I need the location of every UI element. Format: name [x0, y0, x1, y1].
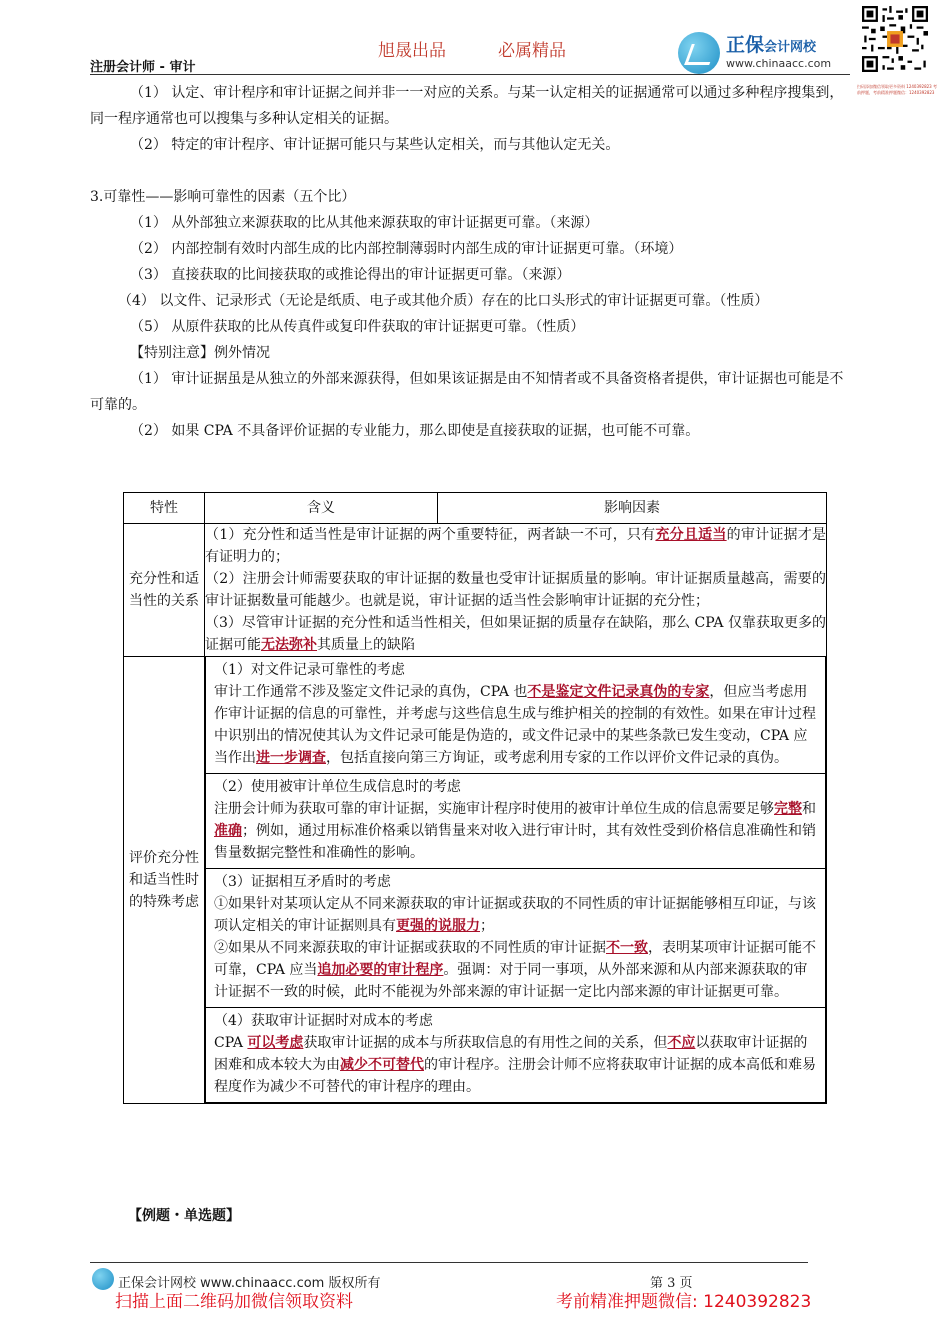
sub-title: （2）使用被审计单位生成信息时的考虑: [214, 779, 461, 795]
highlight-text: 无法弥补: [261, 637, 317, 653]
sub-section: （3）证据相互矛盾时的考虑 ①如果针对某项认定从不同来源获取的审计证据或获取的不同性质的审计证据能够相互印证，与该项认定相关的审计证据则具有更强的说服力； ②如果从不同来源获取的审计证据或获取的不同性质的审计证据不一致，表明某项审计证据可能不可靠，CPA 应当追加必要的审计程序。强调：对于同一事项，从外部来源和从内部来源获取的审计证据不一致的时候，此时不能视为外部来源的审计证据一定比内部来源的审计证据更可靠。: [206, 869, 826, 1008]
doc-title: 注册会计师 - 审计: [90, 60, 196, 75]
paragraph: （4） 以文件、记录形式（无论是纸质、电子或其他介质）存在的比口头形式的审计证据更可靠。（性质）: [118, 293, 769, 309]
page-number: 第 3 页: [650, 1276, 693, 1291]
highlight-text: 可以考虑: [247, 1035, 304, 1051]
footer-copyright: 正保会计网校 www.chinaacc.com 版权所有: [118, 1276, 381, 1291]
footer-divider: [90, 1262, 808, 1263]
body-content: [90, 80, 855, 444]
paragraph: （5） 从原件获取的比从传真件或复印件获取的审计证据更可靠。（性质）: [130, 319, 585, 335]
sub-title: （1）对文件记录可靠性的考虑: [214, 662, 405, 678]
table-header: 影响因素: [438, 493, 827, 524]
highlight-text: 充分且适当: [655, 527, 727, 543]
paragraph: （3） 直接获取的比间接获取的或推论得出的审计证据更可靠。（来源）: [130, 267, 571, 283]
highlight-text: 完整: [774, 801, 802, 817]
table-cell: （1）充分性和适当性是审计证据的两个重要特征，两者缺一不可，只有充分且适当的审计证据才是有证明力的； （2）注册会计师需要获取的审计证据的数量也受审计证据质量的影响。审计证据质量越高，需要的审计证据数量可能越少。也就是说，审计证据的适当性会影响审计证据的充分性； （3）尽管审计证据的充分性和适当性相关，但如果证据的质量存在缺陷，那么 CPA 仅靠获取更多的证据可能无法弥补其质量上的缺陷: [205, 524, 827, 657]
qr-caption: 扫码添加微信领取更多资料 1240392823 考前押题，考前精准押题微信：1240392823: [857, 84, 937, 95]
highlight-text: 准确: [214, 823, 242, 839]
note-heading: 【特别注意】例外情况: [130, 345, 270, 361]
sub-title: （4）获取审计证据时对成本的考虑: [214, 1013, 433, 1029]
highlight-text: 进一步调查: [256, 750, 326, 766]
logo-url: www.chinaacc.com: [726, 57, 832, 70]
chinaacc-logo[interactable]: [678, 30, 853, 74]
row-label: 评价充分性和适当性时的特殊考虑: [124, 657, 205, 1104]
sub-section: （2）使用被审计单位生成信息时的考虑 注册会计师为获取可靠的审计证据，实施审计程序时使用的被审计单位生成的信息需要足够完整和准确；例如，通过用标准价格乘以销售量来对收入进行审计时，其有效性受到价格信息准确性和销售量数据完整性和准确性的影响。: [206, 774, 826, 869]
paragraph: （1） 认定、审计程序和审计证据之间并非一一对应的关系。与某一认定相关的证据通常可以通过多种程序搜集到，同一程序通常也可以搜集与多种认定相关的证据。: [90, 85, 844, 127]
slogan-left: 旭晟出品: [378, 41, 446, 61]
table-cell: [205, 657, 827, 1104]
paragraph: （1） 审计证据虽是从独立的外部来源获得，但如果该证据是由不知情者或不具备资格者提供，审计证据也可能是不可靠的。: [90, 371, 844, 413]
header-divider: [90, 74, 850, 75]
promo-left: 扫描上面二维码加微信领取资料: [115, 1292, 353, 1312]
highlight-text: 追加必要的审计程序: [317, 962, 444, 978]
logo-sub: 会计网校: [764, 40, 817, 55]
table-header: 含义: [205, 493, 438, 524]
highlight-text: 更强的说服力: [396, 918, 480, 934]
sub-section: （1）对文件记录可靠性的考虑 审计工作通常不涉及鉴定文件记录的真伪，CPA 也不是鉴定文件记录真伪的专家，但应当考虑用作审计证据的信息的可靠性，并考虑与这些信息生成与维护相关的控制的有效性。如果在审计过程中识别出的情况使其认为文件记录可能是伪造的，或文件记录中的某些条款已发生变动，CPA 应当作出进一步调查，包括直接向第三方询证，或考虑利用专家的工作以评价文件记录的真伪。: [206, 657, 826, 774]
paragraph: （1） 从外部独立来源获取的比从其他来源获取的审计证据更可靠。（来源）: [130, 215, 599, 231]
section-heading: 3.可靠性——影响可靠性的因素（五个比）: [90, 189, 356, 205]
sub-section: （4）获取审计证据时对成本的考虑 CPA 可以考虑获取审计证据的成本与所获取信息的有用性之间的关系，但不应以获取审计证据的困难和成本较大为由减少不可替代的审计程序。注册会计师不应将获取审计证据的成本高低和难易程度作为减少不可替代的审计程序的理由。: [206, 1008, 826, 1103]
highlight-text: 不一致: [606, 940, 648, 956]
highlight-text: 不是鉴定文件记录真伪的专家: [527, 684, 710, 700]
footer-logo-icon: [92, 1268, 114, 1290]
slogan-right: 必属精品: [498, 41, 566, 61]
paragraph: （2） 如果 CPA 不具备评价证据的专业能力，那么即使是直接获取的证据，也可能不可靠。: [130, 423, 700, 439]
highlight-text: 不应: [667, 1035, 696, 1051]
example-label: 【例题・单选题】: [128, 1208, 240, 1224]
logo-name: 正保: [726, 34, 765, 56]
paragraph: （2） 特定的审计程序、审计证据可能只与某些认定相关，而与其他认定无关。: [130, 137, 620, 153]
logo-mark-icon: [678, 32, 720, 74]
qr-code-icon[interactable]: [862, 6, 928, 72]
promo-right: 考前精准押题微信: 1240392823: [556, 1292, 812, 1312]
table-header: 特性: [124, 493, 205, 524]
highlight-text: 减少不可替代: [340, 1057, 424, 1073]
paragraph: （2） 内部控制有效时内部生成的比内部控制薄弱时内部生成的审计证据更可靠。（环境）: [130, 241, 683, 257]
row-label: 充分性和适当性的关系: [124, 524, 205, 657]
sub-title: （3）证据相互矛盾时的考虑: [214, 874, 391, 890]
evidence-table: [123, 492, 827, 1104]
